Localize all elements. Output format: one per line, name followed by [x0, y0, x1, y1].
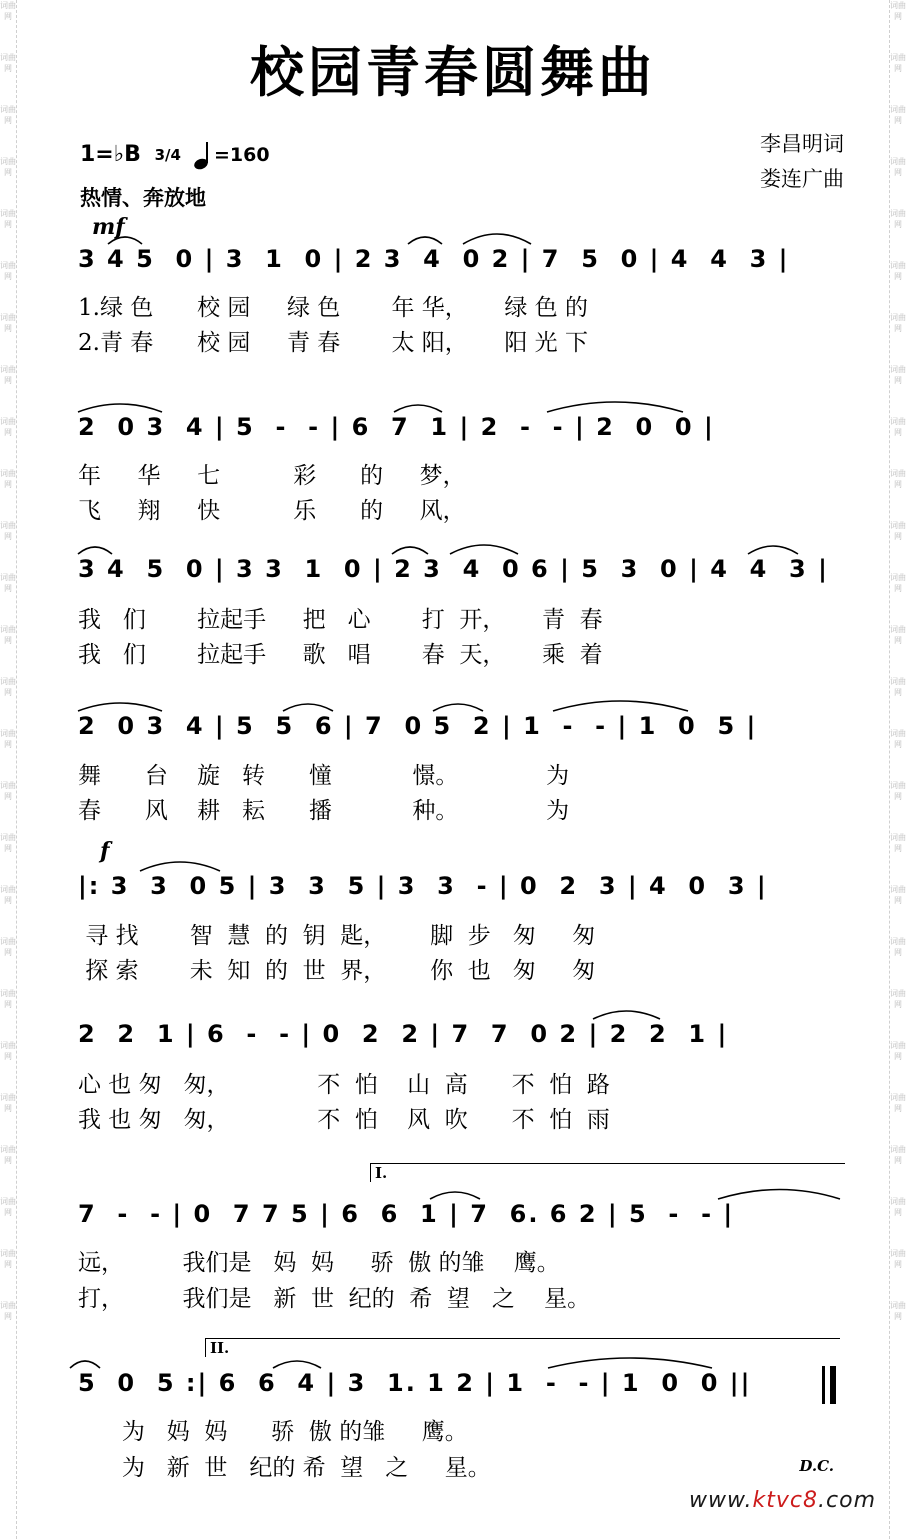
site-watermark	[689, 1488, 876, 1513]
da-capo-marking: D.C.	[799, 1457, 834, 1475]
expression-marking: 热情、奔放地	[80, 186, 206, 210]
watermark: 词曲网	[0, 469, 16, 489]
watermark: 词曲网	[890, 1301, 906, 1321]
watermark: 词曲网	[0, 365, 16, 385]
watermark: 词曲网	[890, 1, 906, 21]
watermark: 词曲网	[890, 1249, 906, 1269]
lyrics-verse2-line-4: 春 风 耕 耘 播 种。 为	[78, 798, 570, 824]
key-label: 1=♭B	[80, 142, 141, 167]
dynamic-mf: mf	[92, 214, 125, 240]
watermark: 词曲网	[890, 1093, 906, 1113]
lyrics-verse1-line-1: 1.绿 色 校 园 绿 色 年 华， 绿 色 的	[78, 295, 588, 321]
slur	[718, 1190, 840, 1200]
watermark: 词曲网	[0, 1, 16, 21]
watermark: 词曲网	[0, 1093, 16, 1113]
lyrics-verse1-line-5: 寻 找 智 慧 的 钥 匙， 脚 步 匆 匆	[78, 923, 596, 949]
slur	[140, 862, 220, 871]
watermark: 词曲网	[0, 105, 16, 125]
left-watermark-strip	[0, 0, 17, 1539]
notation-line-5: |: 3 3 0 5 | 3 3 5 | 3 3 - | 0 2 3 | 4 0 3 |	[78, 872, 768, 900]
watermark: 词曲网	[0, 885, 16, 905]
watermark: 词曲网	[890, 261, 906, 281]
watermark: 词曲网	[0, 1197, 16, 1217]
site-prefix: www.	[688, 1488, 753, 1513]
slur	[548, 1358, 712, 1368]
watermark: 词曲网	[0, 1145, 16, 1165]
watermark: 词曲网	[890, 1145, 906, 1165]
watermark: 词曲网	[0, 53, 16, 73]
slur	[78, 404, 162, 412]
watermark: 词曲网	[0, 1249, 16, 1269]
slur	[392, 547, 428, 554]
watermark: 词曲网	[890, 157, 906, 177]
lyrics-verse2-line-2: 飞 翔 快 乐 的 风，	[78, 498, 466, 524]
right-watermark-strip	[889, 0, 906, 1539]
slur	[593, 1011, 660, 1019]
lyrics-verse1-line-4: 舞 台 旋 转 憧 憬。 为	[78, 763, 570, 789]
watermark: 词曲网	[0, 625, 16, 645]
watermark: 词曲网	[0, 677, 16, 697]
notation-line-1: 3 4 5 0 | 3 1 0 | 2 3 4 0 2 | 7 5 0 | 4 4 3 |	[78, 245, 790, 273]
watermark: 词曲网	[0, 573, 16, 593]
dynamic-f: f	[100, 838, 110, 864]
watermark: 词曲网	[890, 729, 906, 749]
lyrics-verse1-line-7: 远， 我们是 妈 妈 骄 傲 的雏 鹰。	[78, 1250, 560, 1276]
watermark: 词曲网	[0, 781, 16, 801]
watermark: 词曲网	[890, 781, 906, 801]
tempo-marking: =160	[214, 144, 270, 166]
site-brand: ktvc8	[752, 1488, 819, 1513]
watermark: 词曲网	[890, 53, 906, 73]
slur	[553, 701, 688, 711]
slur	[283, 704, 333, 711]
watermark: 词曲网	[890, 677, 906, 697]
lyricist-credit: 李昌明词	[760, 132, 844, 156]
watermark: 词曲网	[890, 313, 906, 333]
volta-first-ending: I.	[370, 1163, 845, 1182]
composer-credit: 娄连广曲	[760, 167, 844, 191]
watermark: 词曲网	[890, 1041, 906, 1061]
lyrics-verse1-line-2: 年 华 七 彩 的 梦，	[78, 463, 466, 489]
watermark: 词曲网	[890, 989, 906, 1009]
watermark: 词曲网	[0, 313, 16, 333]
slur	[273, 1361, 321, 1368]
lyrics-verse2-line-6: 我 也 匆 匆， 不 怕 风 吹 不 怕 雨	[78, 1107, 610, 1133]
lyrics-verse1-line-6: 心 也 匆 匆， 不 怕 山 高 不 怕 路	[78, 1072, 610, 1098]
watermark: 词曲网	[0, 1041, 16, 1061]
slur	[78, 703, 162, 711]
slur	[748, 546, 798, 554]
slur	[547, 402, 683, 412]
watermark: 词曲网	[0, 833, 16, 853]
notation-line-7: 7 - - | 0 7 7 5 | 6 6 1 | 7 6. 6 2 | 5 - - |	[78, 1200, 735, 1228]
watermark: 词曲网	[0, 1301, 16, 1321]
lyrics-verse2-line-1: 2.青 春 校 园 青 春 太 阳， 阳 光 下	[78, 330, 588, 356]
slur	[430, 1192, 480, 1199]
watermark: 词曲网	[0, 729, 16, 749]
lyrics-verse2-line-7: 打， 我们是 新 世 纪的 希 望 之 星。	[78, 1286, 591, 1312]
watermark: 词曲网	[890, 417, 906, 437]
watermark: 词曲网	[890, 365, 906, 385]
watermark: 词曲网	[890, 1197, 906, 1217]
time-signature: 3/4	[154, 146, 181, 164]
notation-line-8: 5 0 5 :| 6 6 4 | 3 1. 1 2 | 1 - - | 1 0 0 ||	[78, 1369, 752, 1397]
slur	[78, 547, 112, 554]
watermark: 词曲网	[0, 157, 16, 177]
watermark: 词曲网	[0, 989, 16, 1009]
slur	[394, 405, 442, 412]
song-title: 校园青春圆舞曲	[250, 41, 656, 104]
site-suffix: .com	[818, 1488, 876, 1513]
key-signature	[80, 142, 181, 167]
watermark: 词曲网	[890, 833, 906, 853]
watermark: 词曲网	[890, 469, 906, 489]
lyrics-verse1-line-8: 为 妈 妈 骄 傲 的雏 鹰。	[78, 1419, 468, 1445]
watermark: 词曲网	[890, 885, 906, 905]
slur	[433, 704, 483, 711]
notation-line-4: 2 0 3 4 | 5 5 6 | 7 0 5 2 | 1 - - | 1 0 5 |	[78, 712, 758, 740]
watermark: 词曲网	[0, 417, 16, 437]
watermark: 词曲网	[890, 625, 906, 645]
watermark: 词曲网	[890, 937, 906, 957]
notation-line-6: 2 2 1 | 6 - - | 0 2 2 | 7 7 0 2 | 2 2 1 |	[78, 1020, 729, 1048]
slur	[70, 1361, 100, 1368]
lyrics-verse2-line-8: 为 新 世 纪的 希 望 之 星。	[78, 1455, 491, 1481]
slur	[450, 545, 518, 554]
watermark: 词曲网	[890, 521, 906, 541]
watermark: 词曲网	[0, 209, 16, 229]
slur	[463, 234, 531, 244]
lyrics-verse2-line-5: 探 索 未 知 的 世 界， 你 也 匆 匆	[78, 958, 596, 984]
notation-line-3: 3 4 5 0 | 3 3 1 0 | 2 3 4 0 6 | 5 3 0 | 4 4 3 |	[78, 555, 829, 583]
watermark: 词曲网	[890, 209, 906, 229]
watermark: 词曲网	[890, 105, 906, 125]
volta-second-ending: II.	[205, 1338, 840, 1357]
lyrics-verse1-line-3: 我 们 拉起手 把 心 打 开， 青 春	[78, 607, 603, 633]
lyrics-verse2-line-3: 我 们 拉起手 歌 唱 春 天， 乘 着	[78, 642, 603, 668]
watermark: 词曲网	[0, 521, 16, 541]
watermark: 词曲网	[0, 261, 16, 281]
watermark: 词曲网	[0, 937, 16, 957]
watermark: 词曲网	[890, 573, 906, 593]
slur	[408, 237, 442, 244]
notation-line-2: 2 0 3 4 | 5 - - | 6 7 1 | 2 - - | 2 0 0 |	[78, 413, 715, 441]
